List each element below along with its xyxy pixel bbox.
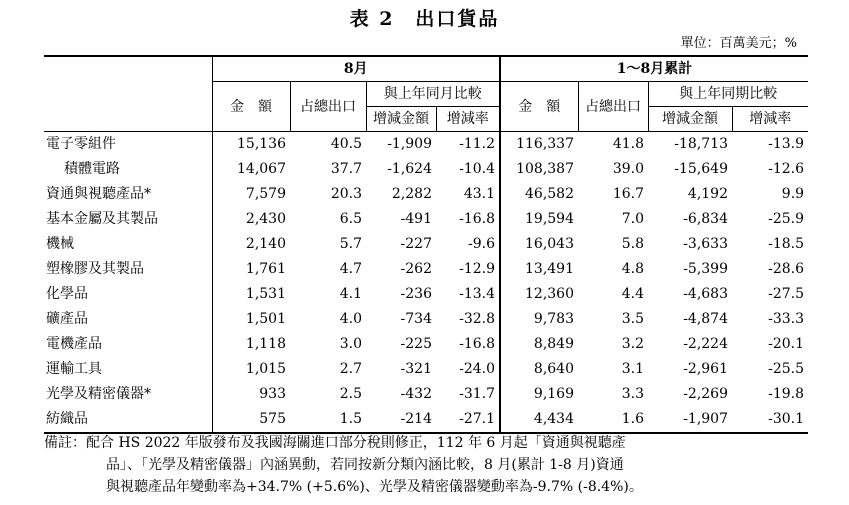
row-name: 紡織品 [44,407,212,433]
cell-y-chg: -6,834 [683,211,728,227]
cell-m-chg: -321 [400,361,432,377]
row-name: 礦產品 [46,311,88,327]
cell-y-rate: -25.9 [768,211,805,227]
cell-y-amt: 108,387 [500,157,578,182]
row-name: 基本金屬及其製品 [46,211,158,227]
row-name: 積體電路 [64,161,120,177]
unit-label: 單位：百萬美元；% [680,36,797,51]
cell-m-rate: -13.4 [459,286,495,302]
ytd-header: 1～8月累計 [500,56,808,82]
cell-y-share: 5.8 [621,236,644,252]
cell-y-amt: 13,491 [500,257,578,282]
table-row [44,357,808,382]
footnote [44,432,814,498]
row-name: 電機產品 [46,336,102,352]
cell-y-share: 39.0 [612,161,644,177]
cell-m-share: 5.7 [339,236,362,252]
cell-m-rate: -11.2 [459,136,495,152]
cell-y-chg: -2,961 [683,361,728,377]
cell-y-rate: -28.6 [768,261,805,277]
cell-y-amt: 4,434 [500,407,578,433]
cell-y-share: 4.4 [621,286,644,302]
month-change-rate-header: 增減率 [436,107,500,132]
cell-y-rate: -25.5 [768,361,805,377]
cell-m-share: 6.5 [339,211,362,227]
table-row [44,307,808,332]
cell-m-chg: -227 [400,236,432,252]
table-row [44,382,808,407]
table-row [44,182,808,207]
cell-m-amt: 1,501 [212,307,290,332]
cell-y-chg: -2,224 [683,336,728,352]
cell-m-share: 2.5 [339,386,362,402]
cell-m-amt: 15,136 [212,132,290,157]
cell-y-share: 1.6 [578,407,648,433]
cell-m-share: 4.0 [339,311,362,327]
cell-y-amt: 8,640 [500,357,578,382]
cell-y-chg: -5,399 [683,261,728,277]
cell-y-amt: 116,337 [500,132,578,157]
cell-m-chg: -432 [400,386,432,402]
month-yoy-header: 與上年同月比較 [366,82,500,107]
cell-m-amt: 1,531 [212,282,290,307]
cell-y-share: 3.3 [621,386,644,402]
cell-y-rate: -33.3 [768,311,805,327]
cell-m-amt: 7,579 [212,182,290,207]
cell-y-chg: -1,907 [648,407,732,433]
cell-y-share: 3.5 [621,311,644,327]
row-name: 化學品 [46,286,88,302]
cell-m-chg: -225 [400,336,432,352]
cell-y-rate: -20.1 [768,336,805,352]
table-row [44,282,808,307]
table-row [44,332,808,357]
cell-m-amt: 2,430 [212,207,290,232]
cell-m-chg: -236 [400,286,432,302]
row-name: 光學及精密儀器* [46,386,151,402]
cell-y-rate: -27.5 [768,286,805,302]
table-row [44,407,808,433]
cell-m-share: 40.5 [330,136,362,152]
table-row [44,232,808,257]
table-row [44,157,808,182]
cell-y-chg: -15,649 [674,161,728,177]
cell-y-rate: -30.1 [732,407,808,433]
table-row [44,207,808,232]
item-header [44,56,212,132]
cell-y-amt: 9,169 [500,382,578,407]
cell-m-chg: -1,909 [387,136,432,152]
cell-m-rate: -31.7 [459,386,495,402]
cell-m-amt: 2,140 [212,232,290,257]
cell-m-share: 3.0 [339,336,362,352]
ytd-change-rate-header: 增減率 [732,107,808,132]
row-name: 機械 [46,236,74,252]
cell-m-rate: -24.0 [459,361,495,377]
cell-m-amt: 1,015 [212,357,290,382]
row-name: 電子零組件 [46,136,116,152]
ytd-share-header: 占總出口 [578,82,648,132]
month-header: 8月 [212,56,500,82]
cell-m-share: 20.3 [330,186,362,202]
cell-m-share: 1.5 [290,407,366,433]
cell-y-amt: 9,783 [500,307,578,332]
table-row [44,257,808,282]
cell-y-amt: 16,043 [500,232,578,257]
cell-m-amt: 1,118 [212,332,290,357]
cell-m-chg: -262 [400,261,432,277]
footnote-line-1: 備註：配合 HS 2022 年版發布及我國海關進口部分稅則修正，112 年 6 月起「資通與視聽產 [44,435,626,451]
cell-y-chg: -3,633 [683,236,728,252]
cell-m-rate: -10.4 [459,161,495,177]
cell-y-share: 41.8 [612,136,644,152]
cell-m-share: 4.7 [339,261,362,277]
footnote-line-3: 與視聽產品年變動率為+34.7% (+5.6%)、光學及精密儀器變動率為-9.7% (-8.4%)。 [106,479,643,495]
cell-y-rate: -19.8 [768,386,805,402]
cell-y-rate: -13.9 [768,136,805,152]
row-name: 資通與視聽產品* [46,186,151,202]
cell-y-chg: -4,874 [683,311,728,327]
table-row [44,132,808,157]
cell-y-chg: 4,192 [687,186,728,202]
cell-m-rate: -12.9 [459,261,495,277]
cell-m-chg: -734 [400,311,432,327]
cell-y-rate: -18.5 [768,236,805,252]
cell-y-share: 3.1 [621,361,644,377]
ytd-yoy-header: 與上年同期比較 [648,82,808,107]
cell-m-amt: 575 [212,407,290,433]
row-name: 運輸工具 [46,361,102,377]
cell-m-chg: -491 [400,211,432,227]
cell-m-chg: -1,624 [387,161,432,177]
cell-m-rate: -27.1 [436,407,500,433]
cell-y-share: 4.8 [621,261,644,277]
cell-y-amt: 19,594 [500,207,578,232]
ytd-change-amount-header: 增減金額 [648,107,732,132]
cell-m-amt: 14,067 [212,157,290,182]
cell-m-rate: -16.8 [459,211,495,227]
month-change-amount-header: 增減金額 [366,107,436,132]
cell-m-rate: 43.1 [463,186,495,202]
cell-y-rate: 9.9 [781,186,805,202]
ytd-amount-header: 金 額 [500,82,578,132]
cell-y-share: 3.2 [621,336,644,352]
cell-y-amt: 8,849 [500,332,578,357]
cell-y-share: 7.0 [621,211,644,227]
cell-m-amt: 1,761 [212,257,290,282]
cell-m-chg: -214 [366,407,436,433]
footnote-line-2: 品」、「光學及精密儀器」內涵異動，若同按新分類內涵比較，8 月(累計 1-8 月)資通 [106,457,624,473]
month-share-header: 占總出口 [290,82,366,132]
table-title: 表 2 出口貨品 [349,8,500,30]
cell-m-rate: -16.8 [459,336,495,352]
cell-y-amt: 12,360 [500,282,578,307]
row-name: 塑橡膠及其製品 [46,261,144,277]
cell-y-chg: -4,683 [683,286,728,302]
cell-m-share: 4.1 [339,286,362,302]
export-goods-table [44,55,808,434]
cell-m-amt: 933 [212,382,290,407]
cell-m-rate: -32.8 [459,311,495,327]
cell-y-amt: 46,582 [500,182,578,207]
cell-m-share: 2.7 [339,361,362,377]
cell-y-chg: -18,713 [674,136,728,152]
cell-m-share: 37.7 [330,161,362,177]
cell-y-share: 16.7 [612,186,644,202]
month-amount-header: 金 額 [212,82,290,132]
cell-m-rate: -9.6 [468,236,495,252]
cell-y-rate: -12.6 [768,161,805,177]
cell-y-chg: -2,269 [683,386,728,402]
cell-m-chg: 2,282 [391,186,432,202]
